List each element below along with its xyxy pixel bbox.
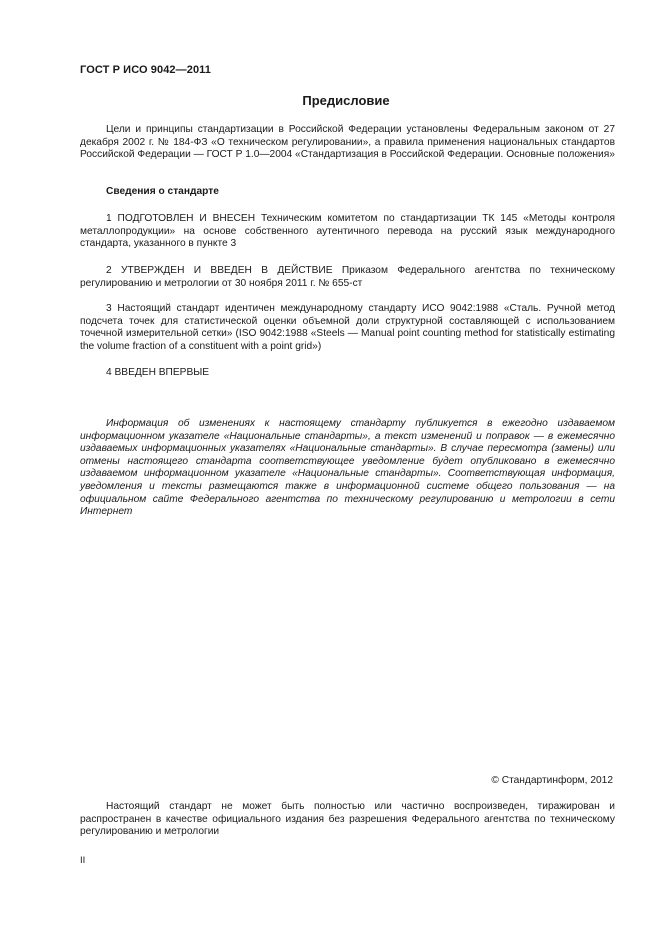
item-1-text: 1 ПОДГОТОВЛЕН И ВНЕСЕН Техническим комитетом по стандартизации ТК 145 «Методы контроля металлопродукции» на основе собственного аутентичного перевода на русский язык международного стандарта, указанного в пункте 3 [80, 213, 615, 250]
footer-note [80, 801, 615, 839]
document-id: ГОСТ Р ИСО 9042—2011 [80, 64, 212, 76]
item-4-text: 4 ВВЕДЕН ВПЕРВЫЕ [106, 367, 210, 378]
item-1 [80, 213, 615, 251]
item-2-text: 2 УТВЕРЖДЕН И ВВЕДЕН В ДЕЙСТВИЕ Приказом Федерального агентства по техническому регулированию и метрологии от 30 ноября 2011 г. № 655-ст [80, 265, 615, 289]
item-4 [80, 367, 615, 380]
intro-paragraph [80, 124, 615, 162]
item-2 [80, 265, 615, 290]
intro-text: Цели и принципы стандартизации в Российской Федерации установлены Федеральным законом от 27 декабря 2002 г. № 184-ФЗ «О техническом регулировании», а правила применения национальных стандартов Российской Федерации — ГОСТ Р 1.0—2004 «Стандартизация в Российской Федерации. Основные положения» [80, 124, 615, 161]
page-number: II [80, 855, 86, 866]
notice-paragraph [80, 418, 615, 519]
notice-text: Информация об изменениях к настоящему стандарту публикуется в ежегодно издаваемом информационном указателе «Национальные стандарты», а текст изменений и поправок — в ежемесячно издаваемых информационных указателях «Национальные стандарты». В случае пересмотра (замены) или отмены настоящего стандарта соответствующее уведомление будет опубликовано в ежемесячно издаваемом информационном указателе «Национальные стандарты». Соответствующая информация, уведомления и тексты размещаются также в информационной системе общего пользования — на официальном сайте Федерального агентства по техническому регулированию и метрологии в сети Интернет [80, 418, 615, 518]
info-heading: Сведения о стандарте [106, 186, 219, 197]
item-3 [80, 303, 615, 353]
item-3-text: 3 Настоящий стандарт идентичен международному стандарту ИСО 9042:1988 «Сталь. Ручной метод подсчета точек для статистической оценки объемной доли структурной составляющей с использованием точечной измерительной сетки» (ISO 9042:1988 «Steels — Manual point counting method for statistically estimating the volume fraction of a constituent with a point grid») [80, 303, 615, 352]
footer-note-text: Настоящий стандарт не может быть полностью или частично воспроизведен, тиражирован и распространен в качестве официального издания без разрешения Федерального агентства по техническому регулированию и метрологии [80, 801, 615, 838]
page-title: Предисловие [302, 93, 390, 108]
copyright: © Стандартинформ, 2012 [491, 775, 613, 786]
